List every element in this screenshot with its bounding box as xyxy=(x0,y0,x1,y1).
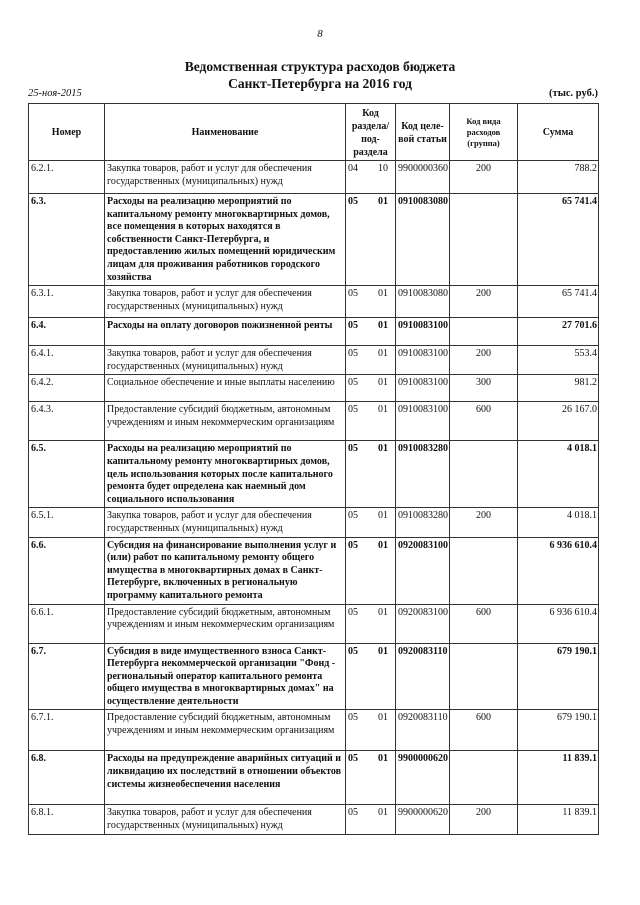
row-target-code: 0920083100 xyxy=(396,537,450,604)
subsection: 01 xyxy=(378,348,388,360)
section: 05 xyxy=(348,510,358,522)
row-sum: 679 190.1 xyxy=(518,643,599,710)
section: 05 xyxy=(348,320,358,332)
row-sum: 6 936 610.4 xyxy=(518,537,599,604)
row-section-code xyxy=(346,441,396,508)
section: 05 xyxy=(348,645,358,657)
subsection: 10 xyxy=(378,163,388,174)
row-sum: 553.4 xyxy=(518,346,599,375)
title-line-1: Ведомственная структура расходов бюджета xyxy=(184,59,456,74)
row-sum: 65 741.4 xyxy=(518,194,599,286)
row-number: 6.4.2. xyxy=(29,375,105,402)
row-name: Предоставление субсидий бюджетным, автономным учреждениям и иным некоммерческим организациям xyxy=(105,710,346,751)
row-target-code: 0910083080 xyxy=(396,286,450,318)
table-header-row xyxy=(29,104,599,161)
header-section: Код раздела/ под-раздела xyxy=(346,104,396,161)
row-expense-type: 600 xyxy=(450,402,518,441)
section: 05 xyxy=(348,753,358,765)
row-number: 6.6.1. xyxy=(29,604,105,643)
row-number: 6.4.1. xyxy=(29,346,105,375)
row-section-code xyxy=(346,402,396,441)
section: 05 xyxy=(348,377,358,389)
row-number: 6.4. xyxy=(29,318,105,346)
table-row xyxy=(29,286,599,318)
row-number: 6.8. xyxy=(29,751,105,805)
section: 05 xyxy=(348,288,358,300)
row-target-code: 0910083100 xyxy=(396,402,450,441)
row-section-code xyxy=(346,194,396,286)
table-row xyxy=(29,402,599,441)
row-name: Субсидия на финансирование выполнения услуг и (или) работ по капитальному ремонту общего имущества в многоквартирных домах в Санкт-Петербурге, включенных в региональную программу капитального ремонта xyxy=(105,537,346,604)
row-target-code: 9900000360 xyxy=(396,161,450,194)
subsection: 01 xyxy=(378,712,388,724)
section: 05 xyxy=(348,443,358,455)
row-name: Расходы на реализацию мероприятий по капитальному ремонту многоквартирных домов, цель использования которых после капитального ремонта будет определена как наемный дом социального использования xyxy=(105,441,346,508)
subsection: 01 xyxy=(378,443,388,455)
row-number: 6.5.1. xyxy=(29,508,105,537)
row-sum: 27 701.6 xyxy=(518,318,599,346)
subsection: 01 xyxy=(378,196,388,207)
row-target-code: 0910083100 xyxy=(396,318,450,346)
section: 05 xyxy=(348,539,358,551)
row-expense-type: 200 xyxy=(450,346,518,375)
document-date: 25-ноя-2015 xyxy=(28,88,82,99)
row-name: Закупка товаров, работ и услуг для обеспечения государственных (муниципальных) нужд xyxy=(105,286,346,318)
subsection: 01 xyxy=(378,288,388,300)
row-number: 6.3.1. xyxy=(29,286,105,318)
subsection: 01 xyxy=(378,539,388,551)
subsection: 01 xyxy=(378,510,388,522)
row-section-code xyxy=(346,375,396,402)
row-sum: 4 018.1 xyxy=(518,441,599,508)
row-number: 6.7.1. xyxy=(29,710,105,751)
row-target-code: 0910083100 xyxy=(396,375,450,402)
row-section-code xyxy=(346,643,396,710)
section: 05 xyxy=(348,807,358,819)
row-target-code: 9900000620 xyxy=(396,751,450,805)
row-expense-type: 300 xyxy=(450,375,518,402)
header-target: Код целе-вой статьи xyxy=(396,104,450,161)
row-target-code: 0920083110 xyxy=(396,710,450,751)
row-expense-type: 600 xyxy=(450,710,518,751)
row-expense-type: 200 xyxy=(450,805,518,834)
table-row xyxy=(29,508,599,537)
table-row xyxy=(29,161,599,194)
subsection: 01 xyxy=(378,606,388,618)
table-row xyxy=(29,441,599,508)
row-number: 6.7. xyxy=(29,643,105,710)
row-number: 6.3. xyxy=(29,194,105,286)
subsection: 01 xyxy=(378,807,388,819)
row-sum: 11 839.1 xyxy=(518,805,599,834)
section: 05 xyxy=(348,712,358,724)
row-section-code xyxy=(346,604,396,643)
header-name: Наименование xyxy=(105,104,346,161)
table-row xyxy=(29,194,599,286)
document-title xyxy=(0,58,640,92)
row-expense-type xyxy=(450,643,518,710)
row-name: Предоставление субсидий бюджетным, автономным учреждениям и иным некоммерческим организациям xyxy=(105,604,346,643)
subsection: 01 xyxy=(378,753,388,765)
table-row xyxy=(29,710,599,751)
row-expense-type xyxy=(450,194,518,286)
section: 05 xyxy=(348,196,358,207)
table-row xyxy=(29,537,599,604)
row-target-code: 0910083280 xyxy=(396,441,450,508)
table-row xyxy=(29,805,599,834)
header-number: Номер xyxy=(29,104,105,161)
subsection: 01 xyxy=(378,377,388,389)
row-expense-type xyxy=(450,318,518,346)
row-expense-type: 200 xyxy=(450,508,518,537)
table-row xyxy=(29,751,599,805)
table-row xyxy=(29,318,599,346)
row-target-code: 9900000620 xyxy=(396,805,450,834)
row-name: Расходы на оплату договоров пожизненной ренты xyxy=(105,318,346,346)
page-number: 8 xyxy=(317,28,323,40)
units-label: (тыс. руб.) xyxy=(549,88,598,99)
row-sum: 679 190.1 xyxy=(518,710,599,751)
row-number: 6.6. xyxy=(29,537,105,604)
subsection: 01 xyxy=(378,320,388,332)
row-name: Закупка товаров, работ и услуг для обеспечения государственных (муниципальных) нужд xyxy=(105,161,346,194)
row-name: Расходы на предупреждение аварийных ситуаций и ликвидацию их последствий в отношении объектов системы жизнеобеспечения населения xyxy=(105,751,346,805)
row-sum: 6 936 610.4 xyxy=(518,604,599,643)
row-expense-type xyxy=(450,441,518,508)
section: 04 xyxy=(348,163,358,174)
row-target-code: 0910083280 xyxy=(396,508,450,537)
row-target-code: 0920083110 xyxy=(396,643,450,710)
section: 05 xyxy=(348,348,358,360)
budget-table xyxy=(28,103,599,835)
row-number: 6.4.3. xyxy=(29,402,105,441)
row-name: Социальное обеспечение и иные выплаты населению xyxy=(105,375,346,402)
row-sum: 11 839.1 xyxy=(518,751,599,805)
row-sum: 788.2 xyxy=(518,161,599,194)
row-name: Расходы на реализацию мероприятий по капитальному ремонту многоквартирных домов, все помещения в которых находятся в собственности Санкт-Петербурга, и предоставлению жилых помещений юридическим лицам для проживания работников городского хозяйства xyxy=(105,194,346,286)
row-section-code xyxy=(346,346,396,375)
row-section-code xyxy=(346,286,396,318)
row-section-code xyxy=(346,508,396,537)
row-section-code xyxy=(346,751,396,805)
row-sum: 981.2 xyxy=(518,375,599,402)
row-section-code xyxy=(346,161,396,194)
row-number: 6.2.1. xyxy=(29,161,105,194)
row-name: Закупка товаров, работ и услуг для обеспечения государственных (муниципальных) нужд xyxy=(105,508,346,537)
row-section-code xyxy=(346,318,396,346)
header-sum: Сумма xyxy=(518,104,599,161)
row-target-code: 0910083100 xyxy=(396,346,450,375)
row-expense-type: 200 xyxy=(450,161,518,194)
table-row xyxy=(29,604,599,643)
row-sum: 65 741.4 xyxy=(518,286,599,318)
row-section-code xyxy=(346,805,396,834)
section: 05 xyxy=(348,606,358,618)
row-target-code: 0910083080 xyxy=(396,194,450,286)
title-line-2: Санкт-Петербурга на 2016 год xyxy=(228,76,412,91)
table-row xyxy=(29,346,599,375)
subsection: 01 xyxy=(378,645,388,657)
row-name: Закупка товаров, работ и услуг для обеспечения государственных (муниципальных) нужд xyxy=(105,805,346,834)
row-expense-type xyxy=(450,537,518,604)
header-type: Код вида расходов (группа) xyxy=(450,104,518,161)
row-expense-type: 200 xyxy=(450,286,518,318)
table-row xyxy=(29,643,599,710)
row-expense-type xyxy=(450,751,518,805)
row-sum: 4 018.1 xyxy=(518,508,599,537)
row-name: Закупка товаров, работ и услуг для обеспечения государственных (муниципальных) нужд xyxy=(105,346,346,375)
row-sum: 26 167.0 xyxy=(518,402,599,441)
row-name: Предоставление субсидий бюджетным, автономным учреждениям и иным некоммерческим организациям xyxy=(105,402,346,441)
row-expense-type: 600 xyxy=(450,604,518,643)
subsection: 01 xyxy=(378,404,388,416)
row-target-code: 0920083100 xyxy=(396,604,450,643)
row-section-code xyxy=(346,537,396,604)
section: 05 xyxy=(348,404,358,416)
row-number: 6.8.1. xyxy=(29,805,105,834)
table-row xyxy=(29,375,599,402)
row-section-code xyxy=(346,710,396,751)
row-number: 6.5. xyxy=(29,441,105,508)
row-name: Субсидия в виде имущественного взноса Санкт-Петербурга некоммерческой организации "Фонд - региональный оператор капитального ремонта общего имущества в многоквартирных домах" на осуществление деятельности xyxy=(105,643,346,710)
